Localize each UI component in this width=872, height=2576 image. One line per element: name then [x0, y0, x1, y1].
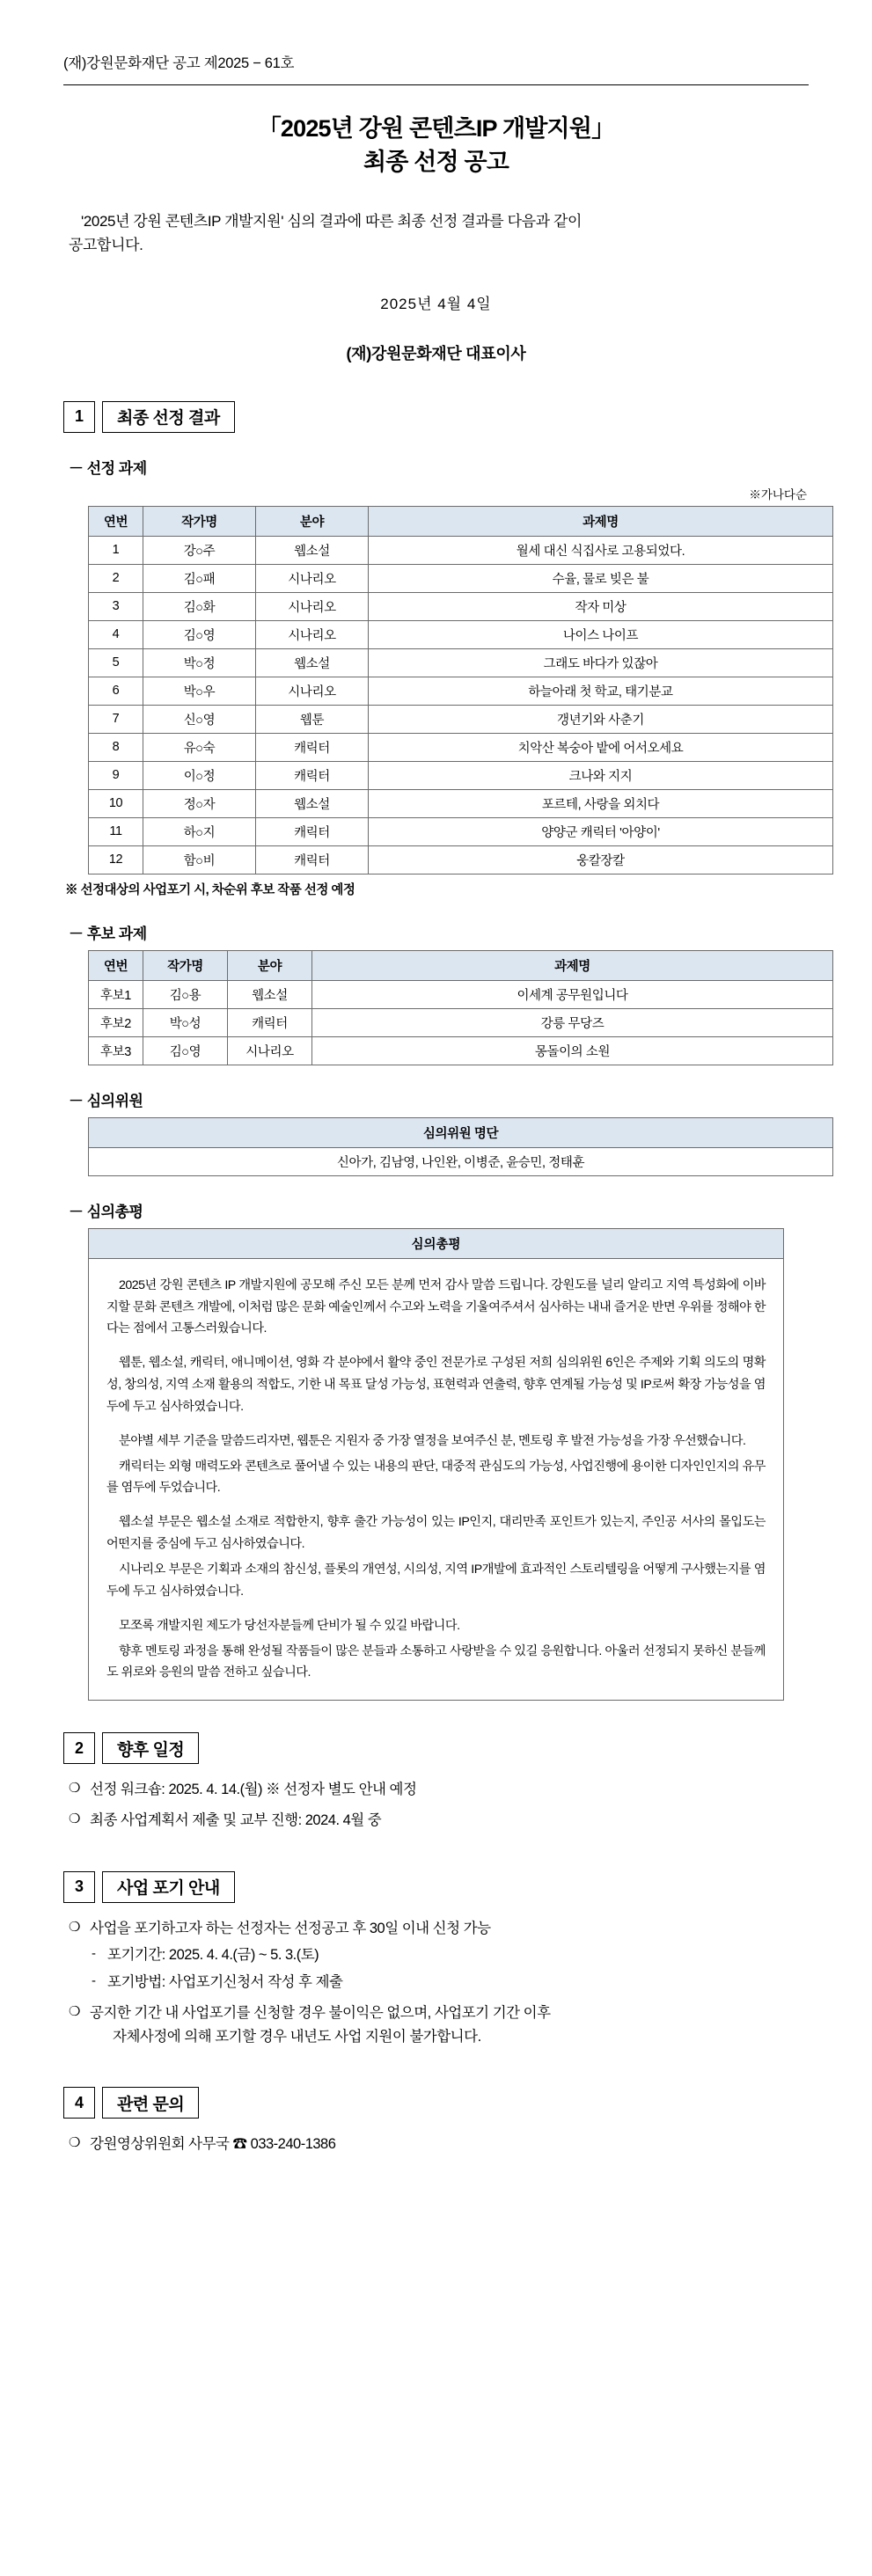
cell-author: 하○지: [143, 817, 256, 845]
cell-field: 캐릭터: [256, 817, 369, 845]
review-paragraph: 2025년 강원 콘텐츠 IP 개발지원에 공모해 주신 모든 분께 먼저 감사 말씀 드립니다. 강원도를 널리 알리고 지역 특성화에 이바지할 문화 콘텐츠 개발에, 이처럼 많은 문화 예술인께서 수고와 노력을 기울여주셔서 심사하는 내내 즐거운 반면 우위를 정해야 한다는 점에서 고통스러웠습니다.: [106, 1277, 766, 1336]
cell-author: 박○우: [143, 677, 256, 705]
cell-project: 크나와 지지: [369, 761, 833, 789]
col-header-field: 분야: [228, 950, 312, 980]
section-number-4: 4: [63, 2087, 95, 2119]
cell-author: 김○패: [143, 564, 256, 592]
contact-text: 강원영상위원회 사무국 ☎ 033-240-1386: [90, 2136, 336, 2153]
cell-field: 시나리오: [256, 677, 369, 705]
review-paragraph: 웹소설 부문은 웹소설 소재로 적합한지, 향후 출간 가능성이 있는 IP인지, 대리만족 포인트가 있는지, 주인공 서사의 몰입도는 어떤지를 중심에 두고 심사하였습니다.: [106, 1515, 766, 1552]
cell-project: 수율, 물로 빚은 불: [369, 564, 833, 592]
cell-no: 2: [89, 564, 143, 592]
section-number-3: 3: [63, 1871, 95, 1903]
section-header-1: [63, 401, 809, 433]
withdrawal-period: 포기기간: 2025. 4. 4.(금) ~ 5. 3.(토): [107, 1947, 319, 1964]
cell-project: 작자 미상: [369, 592, 833, 620]
cell-project: 월세 대신 식집사로 고용되었다.: [369, 536, 833, 564]
document-number: (재)강원문화재단 공고 제2025 − 61호: [63, 55, 295, 71]
withdrawal-sublist: [90, 1943, 809, 1994]
review-paragraph: 웹툰, 웹소설, 캐릭터, 애니메이션, 영화 각 분야에서 활약 중인 전문가로 구성된 저희 심의위원 6인은 주제와 기획 의도의 명확성, 창의성, 지역 소재 활용의 적합도, 기한 내 목표 달성 가능성, 표현력과 연출력, 향후 연계될 가능성 및 IP로써 확장 가능성을 염두에 두고 심사하였습니다.: [106, 1356, 766, 1414]
cell-project: 그래도 바다가 있잖아: [369, 648, 833, 677]
subheading-review: － 심의총평: [69, 1203, 143, 1220]
cell-project: 웅칼장칼: [369, 845, 833, 874]
cell-no: 4: [89, 620, 143, 648]
cell-field: 캐릭터: [256, 733, 369, 761]
review-paragraph: 시나리오 부문은 기획과 소재의 참신성, 플롯의 개연성, 시의성, 지역 IP개발에 효과적인 스토리텔링을 어떻게 구사했는지를 염두에 두고 심사하였습니다.: [106, 1562, 766, 1599]
cell-project: 갱년기와 사춘기: [369, 705, 833, 733]
table-row: [89, 761, 833, 789]
section-title-4: 관련 문의: [102, 2087, 199, 2119]
section-title-3: 사업 포기 안내: [102, 1871, 235, 1903]
cell-field: 캐릭터: [256, 845, 369, 874]
schedule-list: [67, 1778, 809, 1832]
subheading-judges: － 심의위원: [69, 1092, 143, 1109]
withdrawal-item-2-line2: 자체사정에 의해 포기할 경우 내년도 사업 지원이 불가합니다.: [113, 2028, 481, 2045]
intro-paragraph: [69, 209, 803, 258]
review-paragraph: 모쪼록 개발지원 제도가 당선자분들께 단비가 될 수 있길 바랍니다.: [119, 1618, 460, 1633]
section-header-3: [63, 1871, 809, 1903]
intro-line-2: 공고합니다.: [69, 237, 143, 254]
cell-project: 강릉 무당즈: [312, 1008, 833, 1036]
list-item: [67, 2002, 809, 2048]
cell-author: 김○영: [143, 620, 256, 648]
subheading-candidate-projects: － 후보 과제: [69, 925, 147, 942]
issuing-organization: (재)강원문화재단 대표이사: [346, 344, 526, 362]
table-row: [89, 980, 833, 1008]
table-row: [89, 705, 833, 733]
withdrawal-item-1: 사업을 포기하고자 하는 선정자는 선정공고 후 30일 이내 신청 가능: [90, 1920, 491, 1936]
table-row: [89, 564, 833, 592]
cell-field: 웹소설: [256, 789, 369, 817]
cell-project: 하늘아래 첫 학교, 태기분교: [369, 677, 833, 705]
circle-bullet-icon: ❍: [69, 2135, 80, 2151]
review-paragraph: 향후 멘토링 과정을 통해 완성될 작품들이 많은 분들과 소통하고 사랑받을 수 있길 응원합니다. 아울러 선정되지 못하신 분들께도 위로와 응원의 말씀 전하고 싶습니다.: [106, 1643, 766, 1680]
cell-field: 캐릭터: [256, 761, 369, 789]
cell-no: 7: [89, 705, 143, 733]
cell-no: 후보3: [89, 1036, 143, 1065]
withdrawal-item-2-line1: 공지한 기간 내 사업포기를 신청할 경우 불이익은 없으며, 사업포기 기간 이후: [90, 2004, 551, 2021]
col-header-author: 작가명: [143, 506, 256, 536]
cell-author: 정○자: [143, 789, 256, 817]
cell-field: 시나리오: [256, 620, 369, 648]
cell-project: 포르테, 사랑을 외치다: [369, 789, 833, 817]
cell-field: 웹소설: [256, 536, 369, 564]
cell-project: 이세계 공무원입니다: [312, 980, 833, 1008]
list-item: [67, 1917, 809, 1994]
list-item: [90, 1943, 809, 1967]
cell-no: 12: [89, 845, 143, 874]
section-number-1: 1: [63, 401, 95, 433]
table-row: [89, 1008, 833, 1036]
cell-field: 웹소설: [228, 980, 312, 1008]
cell-no: 후보2: [89, 1008, 143, 1036]
col-header-field: 분야: [256, 506, 369, 536]
schedule-item-text: 선정 워크숍: 2025. 4. 14.(월) ※ 선정자 별도 안내 예정: [90, 1782, 417, 1798]
review-box: [88, 1228, 784, 1701]
section-number-2: 2: [63, 1732, 95, 1764]
cell-project: 몽돌이의 소원: [312, 1036, 833, 1065]
circle-bullet-icon: ❍: [69, 1919, 80, 1935]
cell-no: 3: [89, 592, 143, 620]
table-row: [89, 592, 833, 620]
list-item: [67, 1809, 809, 1833]
table-row: [89, 1147, 833, 1175]
section-title-2: 향후 일정: [102, 1732, 199, 1764]
cell-field: 시나리오: [256, 564, 369, 592]
schedule-item-text: 최종 사업계획서 제출 및 교부 진행: 2024. 4월 중: [90, 1811, 382, 1828]
cell-project: 양양군 캐릭터 '아양이': [369, 817, 833, 845]
table-row: [89, 536, 833, 564]
contact-list: [67, 2133, 809, 2156]
table-row: [89, 733, 833, 761]
cell-author: 김○영: [143, 1036, 228, 1065]
review-box-header: 심의총평: [89, 1229, 783, 1259]
list-item: [90, 1971, 809, 1994]
cell-no: 6: [89, 677, 143, 705]
cell-no: 11: [89, 817, 143, 845]
col-header-author: 작가명: [143, 950, 228, 980]
cell-author: 김○화: [143, 592, 256, 620]
judges-names: 신아가, 김남영, 나인완, 이병준, 윤승민, 정태훈: [89, 1147, 833, 1175]
table-row: [89, 620, 833, 648]
circle-bullet-icon: ❍: [69, 1811, 80, 1826]
circle-bullet-icon: ❍: [69, 1781, 80, 1797]
cell-author: 신○영: [143, 705, 256, 733]
selected-table-footnote: ※ 선정대상의 사업포기 시, 차순위 후보 작품 선정 예정: [65, 882, 355, 897]
table-row: [89, 677, 833, 705]
dash-bullet-icon: -: [92, 1973, 96, 1989]
table-row: [89, 817, 833, 845]
title-line-1: 「2025년 강원 콘텐츠IP 개발지원」: [257, 115, 615, 142]
title-line-2: 최종 선정 공고: [363, 149, 509, 176]
review-paragraph: 분야별 세부 기준을 말씀드리자면, 웹툰은 지원자 중 가장 열정을 보여주신 분, 멘토링 후 발전 가능성을 가장 우선했습니다.: [119, 1433, 746, 1448]
review-paragraph: 캐릭터는 외형 매력도와 콘텐츠로 풀어낼 수 있는 내용의 판단, 대중적 관심도의 가능성, 사업진행에 용이한 디자인인지의 유무를 염두에 두었습니다.: [106, 1459, 766, 1496]
candidate-projects-table: [88, 950, 833, 1065]
cell-author: 함○비: [143, 845, 256, 874]
table-header-row: [89, 950, 833, 980]
col-header-no: 연번: [89, 506, 143, 536]
cell-field: 캐릭터: [228, 1008, 312, 1036]
col-header-project: 과제명: [312, 950, 833, 980]
cell-author: 김○용: [143, 980, 228, 1008]
cell-author: 박○성: [143, 1008, 228, 1036]
cell-field: 웹소설: [256, 648, 369, 677]
table-row: [89, 789, 833, 817]
section-header-2: [63, 1732, 809, 1764]
cell-no: 8: [89, 733, 143, 761]
withdrawal-method: 포기방법: 사업포기신청서 작성 후 제출: [107, 1974, 343, 1991]
table-row: [89, 1036, 833, 1065]
cell-no: 1: [89, 536, 143, 564]
review-box-body: [89, 1259, 783, 1701]
judges-table-header: 심의위원 명단: [89, 1117, 833, 1147]
section-header-4: [63, 2087, 809, 2119]
section-title-1: 최종 선정 결과: [102, 401, 235, 433]
list-item: [67, 2133, 809, 2156]
cell-no: 5: [89, 648, 143, 677]
order-note: ※가나다순: [749, 487, 807, 501]
cell-field: 시나리오: [256, 592, 369, 620]
intro-line-1: '2025년 강원 콘텐츠IP 개발지원' 심의 결과에 따른 최종 선정 결과를 다음과 같이: [81, 212, 583, 230]
cell-author: 유○숙: [143, 733, 256, 761]
list-item: [67, 1778, 809, 1802]
dash-bullet-icon: -: [92, 1946, 96, 1962]
cell-author: 강○주: [143, 536, 256, 564]
cell-project: 나이스 나이프: [369, 620, 833, 648]
cell-author: 박○정: [143, 648, 256, 677]
cell-field: 웹툰: [256, 705, 369, 733]
table-row: [89, 845, 833, 874]
table-header-row: [89, 506, 833, 536]
cell-no: 9: [89, 761, 143, 789]
cell-no: 후보1: [89, 980, 143, 1008]
col-header-project: 과제명: [369, 506, 833, 536]
judges-table: [88, 1117, 833, 1176]
cell-field: 시나리오: [228, 1036, 312, 1065]
withdrawal-list: [67, 1917, 809, 2049]
header-divider: [63, 84, 809, 85]
cell-project: 치악산 복숭아 밭에 어서오세요: [369, 733, 833, 761]
col-header-no: 연번: [89, 950, 143, 980]
table-row: [89, 648, 833, 677]
cell-no: 10: [89, 789, 143, 817]
circle-bullet-icon: ❍: [69, 2003, 80, 2019]
announcement-date: 2025년 4월 4일: [380, 295, 492, 312]
selected-projects-table: [88, 506, 833, 875]
cell-author: 이○정: [143, 761, 256, 789]
subheading-selected-projects: － 선정 과제: [69, 459, 147, 477]
document-title: [63, 112, 809, 179]
table-header-row: [89, 1117, 833, 1147]
